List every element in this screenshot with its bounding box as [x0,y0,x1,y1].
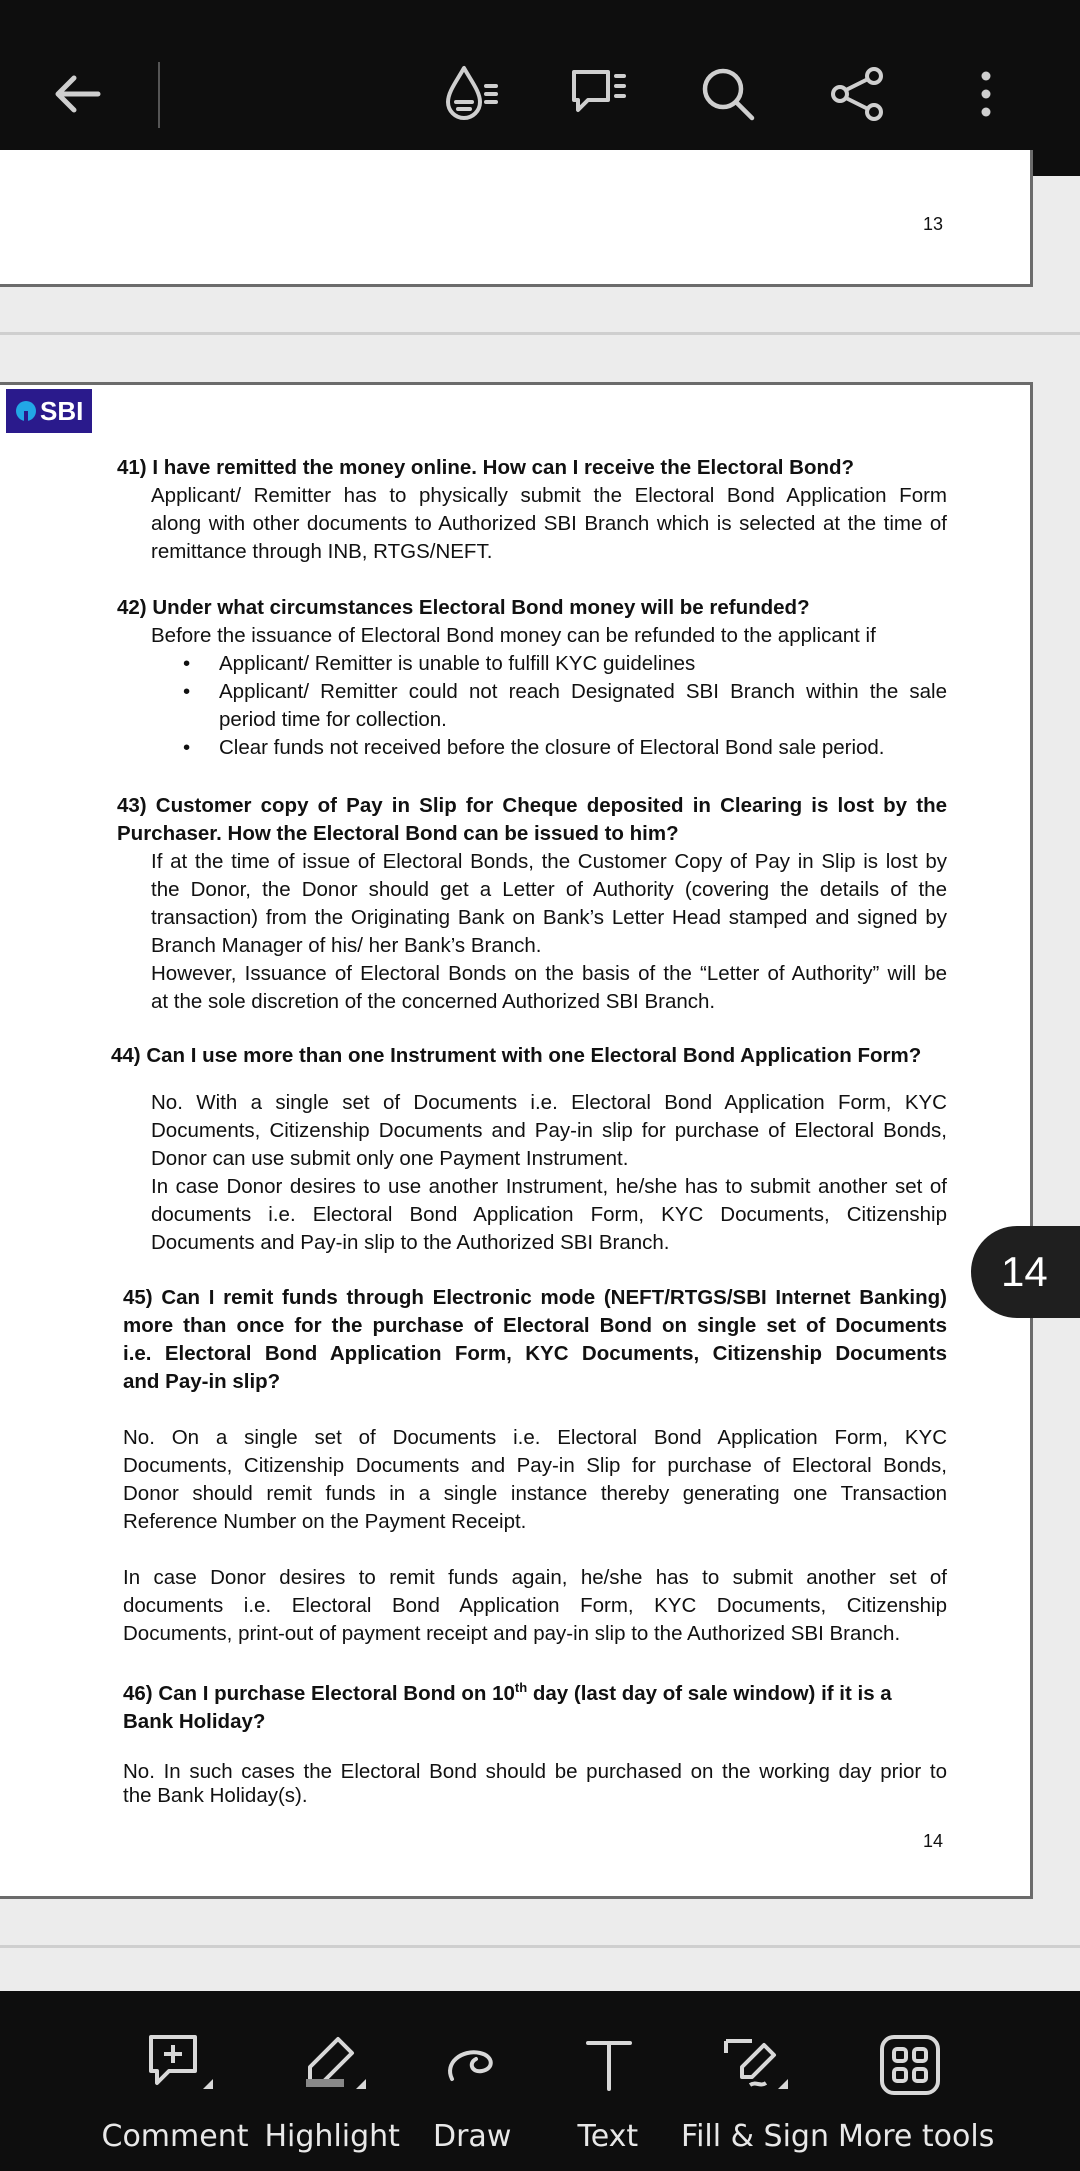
faq-41 [117,454,947,566]
bottom-toolbar [0,1991,1080,2171]
sbi-logo-icon [16,401,36,421]
faq-answer: Applicant/ Remitter has to physically submit the Electoral Bond Application Form along with other documents to Authorized SBI Branch which is selected at the time of remittance through INB, RTGS/NEFT. [151,484,947,563]
document-page [0,382,1033,1899]
text-icon [574,2031,644,2101]
faq-question: 46) Can I purchase Electoral Bond on 10th day (last day of sale window) if it is a Bank Holiday? [123,1680,892,1733]
back-arrow-icon[interactable] [40,56,116,132]
faq-question: 45) Can I remit funds through Electronic mode (NEFT/RTGS/SBI Internet Banking) more than once for the purchase of Electoral Bond on single set of Documents i.e. Electoral Bond Application Form, KYC Documents, Citizenship Documents and Pay-in slip? [123,1286,947,1393]
faq-question: 41) I have remitted the money online. How can I receive the Electoral Bond? [117,456,855,479]
faq-44-answer: No. With a single set of Documents i.e. Electoral Bond Application Form, KYC Documents, Citizenship Documents and Pay-in slip for purchase of Electoral Bonds, Donor can use submit only one Payment Instrument. In case Donor desires to use another Instrument, he/she has to submit another set of documents i.e. Electoral Bond Application Form, KYC Documents, Citizenship Documents and Pay-in slip to the Authorized SBI Branch. [151,1091,947,1254]
bullet-item: • Applicant/ Remitter is unable to fulfill KYC guidelines [151,650,947,678]
page-indicator-badge[interactable]: 14 [971,1226,1080,1318]
share-icon[interactable] [820,56,896,132]
search-icon[interactable] [690,56,766,132]
fill-sign-icon [720,2031,790,2101]
tool-label: Highlight [264,2119,400,2154]
faq-question: 42) Under what circumstances Electoral Bond money will be refunded? [117,596,810,619]
tool-text[interactable] [560,1991,656,2171]
faq-answer: In case Donor desires to remit funds again, he/she has to submit another set of documents i.e. Electoral Bond Application Form, KYC Documents, Citizenship Documents, print-out of payment receipt and pay-in slip to the Authorized SBI Branch. [123,1566,947,1645]
tool-comment[interactable] [101,1991,249,2171]
faq-answer: Before the issuance of Electoral Bond money can be refunded to the applicant if • Applicant/ Remitter is unable to fulfill KYC guidelines • Applicant/ Remitter could not reach Designated SBI Branch within the sale period time for collection. • Clear funds not received before the closure of Electoral Bond sale period. [117,622,947,762]
page-separator [0,332,1080,335]
tool-more-tools[interactable] [836,1991,996,2171]
draw-icon [440,2031,510,2101]
tool-fill-sign[interactable] [680,1991,830,2171]
tool-label: Text [577,2119,639,2154]
toolbar-divider [158,62,160,128]
sbi-logo: SBI [6,389,92,433]
comment-icon [145,2031,215,2101]
tool-highlight[interactable] [262,1991,402,2171]
tool-label: More tools [838,2119,995,2154]
bullet-item: • Clear funds not received before the closure of Electoral Bond sale period. [151,734,947,762]
bullet-item: • Applicant/ Remitter could not reach Designated SBI Branch within the sale period time for collection. [151,678,947,734]
page-separator [0,1945,1080,1948]
tool-label: Fill & Sign [681,2119,829,2154]
faq-44 [111,1042,947,1070]
faq-46 [123,1674,947,1808]
more-tools-icon [876,2031,946,2101]
tool-label: Comment [101,2119,249,2154]
more-options-icon[interactable] [948,56,1024,132]
faq-answer: No. In such cases the Electoral Bond should be purchased on the working day prior to the Bank Holiday(s). [123,1759,947,1807]
faq-42 [117,594,947,762]
faq-question: 44) Can I use more than one Instrument with one Electoral Bond Application Form? [111,1044,922,1067]
reading-mode-icon[interactable] [432,56,508,132]
faq-45 [123,1284,947,1648]
tool-draw[interactable] [420,1991,524,2171]
tool-label: Draw [433,2119,512,2154]
previous-page [0,150,1033,287]
page-number: 14 [923,1831,944,1851]
faq-43 [117,792,947,1016]
faq-answer: If at the time of issue of Electoral Bonds, the Customer Copy of Pay in Slip is lost by the Donor, the Donor should get a Letter of Authority (covering the details of the transaction) from the Originating Bank on Bank’s Letter Head stamped and signed by Branch Manager of his/ her Bank’s Branch. However, Issuance of Electoral Bonds on the basis of the “Letter of Authority” will be at the sole discretion of the concerned Authorized SBI Branch. [151,850,947,1013]
highlight-icon [298,2031,368,2101]
faq-question: 43) Customer copy of Pay in Slip for Cheque deposited in Clearing is lost by the Purchaser. How the Electoral Bond can be issued to him? [117,794,947,845]
faq-answer: No. On a single set of Documents i.e. Electoral Bond Application Form, KYC Documents, Citizenship Documents and Pay-in Slip for purchase of Electoral Bonds, Donor should remit funds in a single instance thereby generating one Transaction Reference Number on the Payment Receipt. [123,1426,947,1533]
comments-list-icon[interactable] [560,56,636,132]
page-number: 13 [923,214,944,234]
